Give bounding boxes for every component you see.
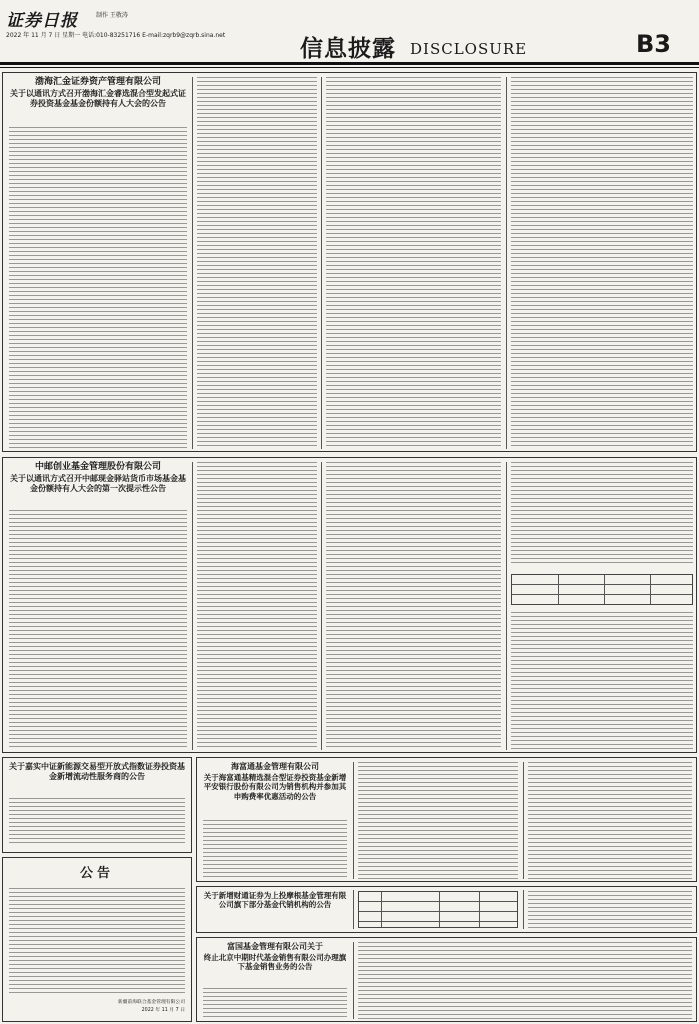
column-divider — [353, 942, 354, 1019]
masthead-rule — [0, 62, 699, 65]
article-xinwei — [196, 886, 697, 933]
column-divider — [192, 77, 193, 449]
newspaper-logo: 证券日报 — [6, 11, 78, 31]
masthead-rule-thin — [0, 67, 699, 68]
page-number: B3 — [636, 30, 671, 58]
article-title: 关于海富通基精选混合型证券投资基金新增平安银行股份有限公司为销售机构并参加其申购费率优惠活动的公告 — [203, 773, 347, 801]
column-divider — [506, 77, 507, 449]
column-divider — [353, 762, 354, 879]
article-body-column — [197, 462, 317, 750]
article-body-column — [511, 77, 693, 449]
article-body-column — [358, 942, 692, 1019]
column-divider — [321, 462, 322, 750]
article-body-column — [326, 77, 501, 449]
article-body-column — [511, 462, 693, 566]
article-body-column — [9, 127, 187, 449]
column-divider — [353, 890, 354, 929]
article-body-column — [9, 510, 187, 748]
article-title: 公告 — [79, 866, 114, 881]
article-company: 海富通基金管理有限公司 — [231, 762, 319, 771]
article-signature: 新疆前海联合基金管理有限公司 — [117, 1000, 185, 1005]
article-bohai — [2, 72, 697, 452]
column-divider — [192, 462, 193, 750]
column-divider — [523, 762, 524, 879]
article-title: 关于以通讯方式召开中邮现金驿站货币市场基金基金份额持有人大会的第一次提示性公告 — [10, 474, 186, 493]
article-body-column — [326, 462, 501, 750]
article-jiashi — [2, 757, 192, 853]
dateline: 2022 年 11 月 7 日 星期一 电话:010-83251716 E-mail:zqrb9@zqrb.sina.net — [6, 32, 226, 39]
section-title: 信息披露 — [300, 36, 396, 62]
article-company: 中邮创业基金管理股份有限公司 — [34, 462, 161, 472]
article-body-column — [528, 762, 692, 879]
article-body — [9, 888, 185, 996]
article-zhongyou — [2, 457, 697, 753]
article-body — [9, 798, 185, 846]
article-date: 2022 年 11 月 7 日 — [141, 1008, 185, 1013]
article-company: 富国基金管理有限公司关于 — [227, 942, 323, 951]
column-divider — [506, 462, 507, 750]
article-title: 关于以通讯方式召开渤海汇金睿选混合型发起式证券投资基金基金份额持有人大会的公告 — [10, 89, 186, 108]
data-table — [358, 891, 518, 928]
article-body-column — [511, 612, 693, 750]
article-company: 渤海汇金证券资产管理有限公司 — [34, 77, 161, 87]
data-table — [511, 574, 693, 605]
article-body-column — [528, 891, 692, 928]
column-divider — [321, 77, 322, 449]
article-body-column — [197, 77, 317, 449]
article-title: 终止北京中期时代基金销售有限公司办理旗下基金销售业务的公告 — [203, 953, 347, 972]
article-body-column — [358, 762, 518, 879]
article-fuguo — [196, 937, 697, 1022]
page-editor: 制作 王敬涛 — [96, 12, 128, 19]
article-body-column — [203, 820, 347, 878]
column-divider — [523, 890, 524, 929]
article-body-column — [203, 988, 347, 1018]
article-title: 关于嘉实中证新能源交易型开放式指数证券投资基金新增流动性服务商的公告 — [9, 762, 185, 781]
article-haifutong — [196, 757, 697, 882]
section-title-en: DISCLOSURE — [410, 40, 528, 58]
article-title: 关于新增财通证券为上投摩根基金管理有限公司旗下部分基金代销机构的公告 — [203, 891, 347, 910]
article-notice — [2, 857, 192, 1022]
